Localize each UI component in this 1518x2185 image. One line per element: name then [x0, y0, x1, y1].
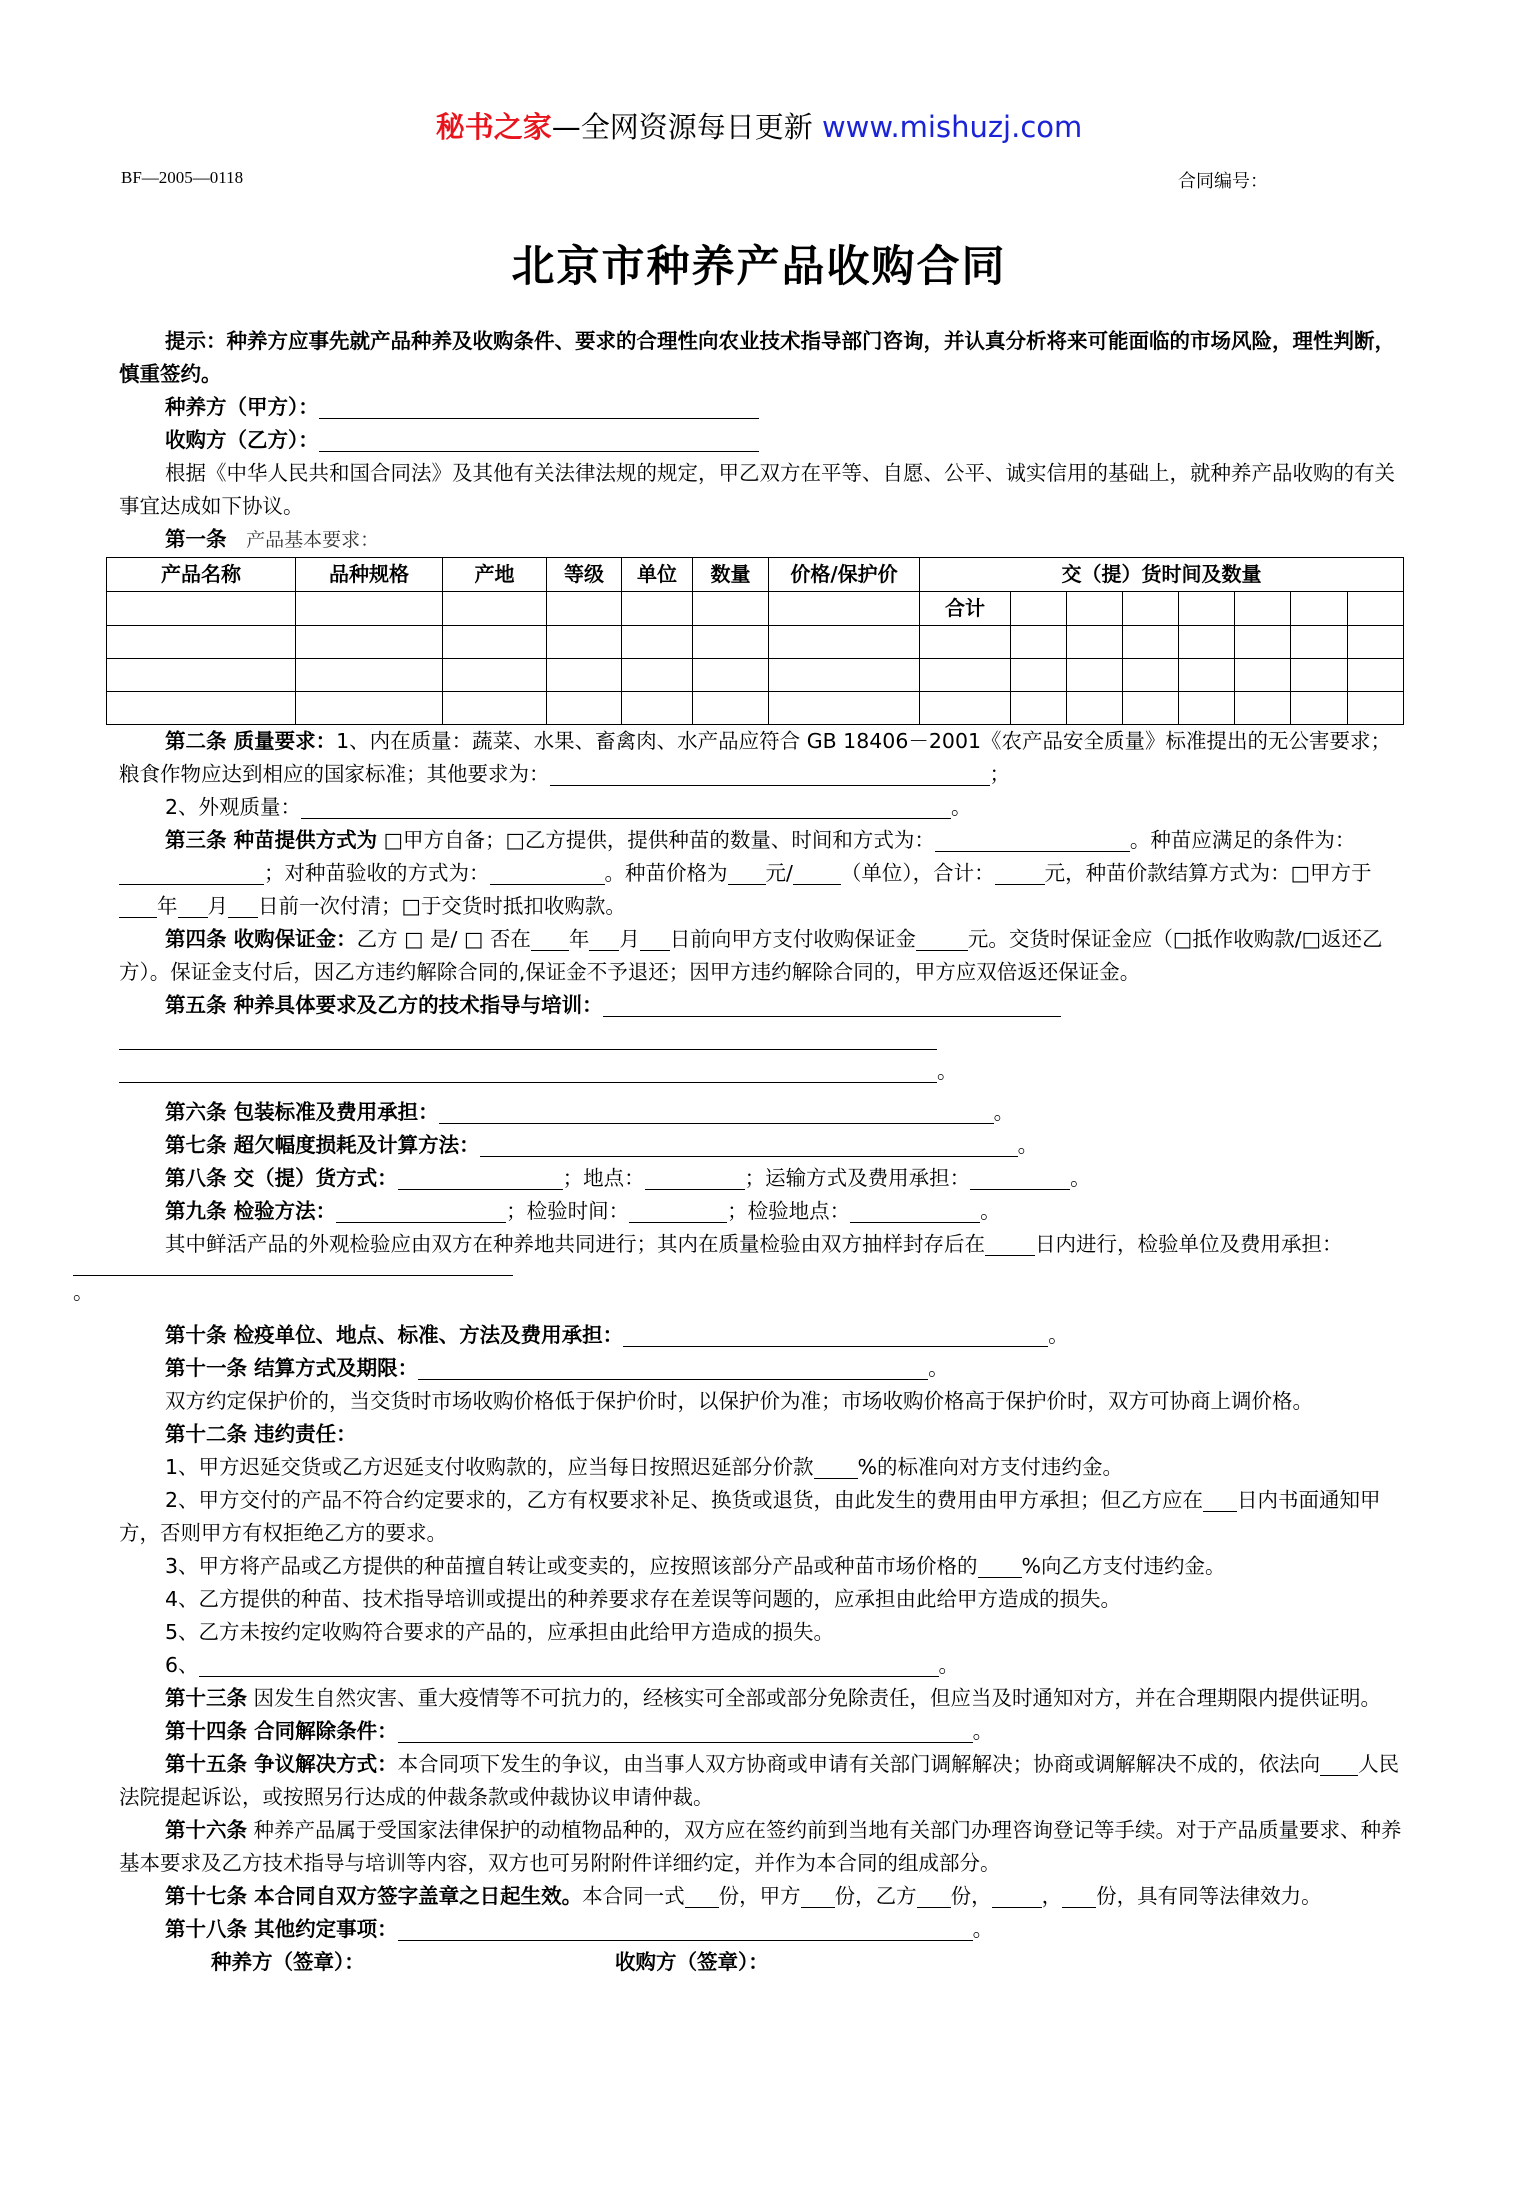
art15-t1: 本合同项下发生的争议，由当事人双方协商或申请有关部门调解解决；协商或调解解决不成的，依法向 — [397, 1752, 1321, 1776]
art14-para — [119, 1715, 1409, 1748]
tech-guidance-field-2[interactable] — [119, 1027, 937, 1050]
art4-t4: 日前向甲方支付收购保证金 — [669, 927, 916, 951]
art12-i2a: 2、甲方交付的产品不符合约定要求的，乙方有权要求补足、换货或退货，由此发生的费用由甲方承担；但乙方应在 — [165, 1488, 1204, 1512]
seedling-inspection-field[interactable] — [490, 862, 605, 885]
art12-head: 第十二条 违约责任： — [165, 1422, 357, 1446]
art12-item3 — [119, 1550, 1409, 1583]
art9-t1: ；检验时间： — [506, 1199, 630, 1223]
art17-para — [119, 1880, 1409, 1913]
product-table — [106, 557, 1404, 725]
termination-field[interactable] — [398, 1720, 973, 1743]
art12-item5: 5、乙方未按约定收购符合要求的产品的，应承担由此给甲方造成的损失。 — [165, 1620, 835, 1644]
party-a-label: 种养方（甲方）： — [165, 395, 319, 419]
quarantine-field[interactable] — [623, 1324, 1048, 1347]
th-origin: 产地 — [443, 558, 547, 592]
art6-head: 第六条 包装标准及费用承担： — [165, 1100, 439, 1124]
art9-p2b: 日内进行，检验单位及费用承担： — [1035, 1232, 1343, 1256]
inspection-unit-field[interactable] — [73, 1255, 513, 1276]
art8-t2: ；运输方式及费用承担： — [744, 1166, 971, 1190]
art5-end: 。 — [937, 1059, 958, 1083]
th-grade: 等级 — [547, 558, 622, 592]
art3-t10: 日前一次付清；□于交货时抵扣收购款。 — [258, 894, 626, 918]
tech-guidance-field-3[interactable] — [119, 1060, 937, 1083]
art15-head: 第十五条 争议解决方式： — [165, 1752, 398, 1776]
art9-p2end: 。 — [73, 1280, 94, 1304]
party-b-field[interactable] — [319, 429, 759, 452]
site-banner — [0, 105, 1518, 146]
art8-t1: ；地点： — [562, 1166, 645, 1190]
art7-para — [119, 1129, 1409, 1162]
art12-i6: 6、 — [165, 1653, 199, 1677]
art10-para — [119, 1319, 1409, 1352]
art6-para — [119, 1096, 1409, 1129]
art9-para2 — [73, 1228, 1409, 1309]
art17-t2: 份，甲方 — [718, 1884, 801, 1908]
preamble-text: 根据《中华人民共和国合同法》及其他有关法律法规的规定，甲乙双方在平等、自愿、公平、诚实信用的基础上，就种养产品收购的有关事宜达成如下协议。 — [119, 461, 1395, 518]
art3-t2: 。种苗应满足的条件为： — [1129, 828, 1356, 852]
art12-i1b: %的标准向对方支付违约金。 — [857, 1455, 1124, 1479]
copies-a-field[interactable] — [801, 1885, 835, 1908]
art17-t1: 本合同一式 — [582, 1884, 685, 1908]
art10-end: 。 — [1048, 1323, 1069, 1347]
art13-para — [119, 1682, 1409, 1715]
table-header-row — [107, 558, 1404, 592]
art1-text: 产品基本要求： — [246, 530, 380, 551]
art17-t5: ， — [1041, 1884, 1063, 1908]
copies-total-field[interactable] — [685, 1885, 719, 1908]
art3-t8: 年 — [157, 894, 178, 918]
notice-days-field[interactable] — [1203, 1489, 1237, 1512]
th-quantity: 数量 — [693, 558, 769, 592]
deposit-day-field[interactable] — [640, 928, 670, 951]
art3-t7: 元，种苗价款结算方式为：□甲方于 — [1044, 861, 1372, 885]
art2-head: 第二条 质量要求： — [165, 729, 337, 753]
th-product-name: 产品名称 — [107, 558, 296, 592]
deposit-year-field[interactable] — [531, 928, 569, 951]
art12-item1 — [119, 1451, 1409, 1484]
other-matters-field[interactable] — [398, 1918, 973, 1941]
art12-i2b: 日内书面通知甲方，否则甲方有权拒绝乙方的要求。 — [119, 1488, 1381, 1545]
art14-end: 。 — [972, 1719, 994, 1743]
art9-p2a: 其中鲜活产品的外观检验应由双方在种养地共同进行；其内在质量检验由双方抽样封存后在 — [165, 1232, 985, 1256]
doc-code: BF—2005—0118 — [121, 168, 244, 187]
art2-other-field[interactable] — [550, 763, 990, 786]
copies-other-field[interactable] — [1062, 1885, 1096, 1908]
art17-head: 第十七条 本合同自双方签字盖章之日起生效。 — [165, 1884, 583, 1908]
art4-t1: 乙方 □ 是/ □ 否在 — [356, 927, 531, 951]
art11-para — [119, 1352, 1409, 1385]
art16-para — [119, 1814, 1409, 1880]
art6-end: 。 — [993, 1100, 1015, 1124]
signature-line — [119, 1946, 1409, 1979]
inspection-time-field[interactable] — [629, 1200, 727, 1223]
inspection-place-field[interactable] — [850, 1200, 980, 1223]
art18-para — [119, 1913, 1409, 1946]
seedling-price-field[interactable] — [728, 862, 766, 885]
art5-head: 第五条 种养具体要求及乙方的技术指导与培训： — [165, 993, 603, 1017]
art14-head: 第十四条 合同解除条件： — [165, 1719, 398, 1743]
art2-para2 — [119, 791, 1409, 824]
art2-text1: 1、内在质量：蔬菜、水果、畜禽肉、水产品应符合 GB 18406－2001《农产品安全质量》标准提出的无公害要求；粮食作物应达到相应的国家标准；其他要求为： — [119, 729, 1392, 786]
art3-t4: 。种苗价格为 — [604, 861, 728, 885]
art1-head: 第一条 — [165, 527, 227, 551]
th-total: 合计 — [920, 592, 1011, 626]
art18-head: 第十八条 其他约定事项： — [165, 1917, 398, 1941]
contract-body — [73, 325, 1409, 1979]
art15-t2: 人民法院提起诉讼，或按照另行达成的仲裁条款或仲裁协议申请仲裁。 — [119, 1752, 1400, 1809]
art12-i1a: 1、甲方迟延交货或乙方迟延支付收购款的，应当每日按照迟延部分价款 — [165, 1455, 814, 1479]
art3-head: 第三条 种苗提供方式为 — [165, 828, 378, 852]
th-spec: 品种规格 — [296, 558, 443, 592]
art7-end: 。 — [1017, 1133, 1039, 1157]
art3-t3: ；对种苗验收的方式为： — [264, 861, 490, 885]
art5-line2 — [119, 1022, 1409, 1055]
th-price: 价格/保护价 — [769, 558, 920, 592]
art9-t2: ；检验地点： — [727, 1199, 851, 1223]
table-row — [107, 592, 1404, 626]
inspection-method-field[interactable] — [336, 1200, 506, 1223]
appearance-quality-field[interactable] — [301, 796, 951, 819]
site-url[interactable]: www.mishuzj.com — [821, 110, 1083, 144]
deposit-month-field[interactable] — [589, 928, 619, 951]
th-delivery: 交（提）货时间及数量 — [920, 558, 1404, 592]
art12-i6end: 。 — [938, 1653, 960, 1677]
th-unit: 单位 — [622, 558, 693, 592]
art5-para — [119, 989, 1409, 1022]
art3-t6: （单位），合计： — [840, 861, 995, 885]
art12-item2 — [119, 1484, 1409, 1550]
art8-para — [119, 1162, 1409, 1195]
art17-t4: 份， — [950, 1884, 992, 1908]
other-liability-field[interactable] — [199, 1654, 939, 1677]
tip-text: 提示：种养方应事先就产品种养及收购条件、要求的合理性向农业技术指导部门咨询，并认真分析将来可能面临的市场风险，理性判断，慎重签约。 — [119, 329, 1395, 386]
packaging-field[interactable] — [439, 1101, 994, 1124]
art4-para — [119, 923, 1409, 989]
settlement-field[interactable] — [418, 1357, 928, 1380]
art12-item4: 4、乙方提供的种苗、技术指导培训或提出的种养要求存在差误等问题的，应承担由此给甲方造成的损失。 — [165, 1587, 1122, 1611]
art11-end: 。 — [928, 1356, 949, 1380]
party-a-field[interactable] — [319, 396, 759, 419]
art8-head: 第八条 交（提）货方式： — [165, 1166, 398, 1190]
art4-head: 第四条 收购保证金： — [165, 927, 357, 951]
art12-i3a: 3、甲方将产品或乙方提供的种苗擅自转让或变卖的，应按照该部分产品或种苗市场价格的 — [165, 1554, 978, 1578]
party-b-line — [119, 424, 1409, 457]
art3-para — [119, 824, 1409, 923]
art5-line3 — [119, 1055, 1409, 1088]
brand-name: 秘书之家 — [435, 110, 552, 144]
sign-party-b: 收购方（签章）： — [615, 1950, 769, 1974]
contract-no-label: 合同编号： — [1178, 171, 1268, 192]
art11-head: 第十一条 结算方式及期限： — [165, 1356, 419, 1380]
art7-head: 第七条 超欠幅度损耗及计算方法： — [165, 1133, 480, 1157]
art4-t5: 元。交货时保证金应（□抵作收购款/□返还乙方）。保证金支付后，因乙方违约解除合同的,保证金不予退还；因甲方违约解除合同的，甲方应双倍返还保证金。 — [119, 927, 1383, 984]
art9-para — [119, 1195, 1409, 1228]
art16-head: 第十六条 — [165, 1818, 247, 1842]
deposit-amount-field[interactable] — [916, 928, 968, 951]
art2-end1: ； — [989, 762, 1010, 786]
table-row — [107, 659, 1404, 692]
art15-para — [119, 1748, 1409, 1814]
art2-end2: 。 — [951, 795, 972, 819]
tech-guidance-field[interactable] — [603, 994, 1061, 1017]
art17-t6: 份，具有同等法律效力。 — [1096, 1884, 1322, 1908]
resale-penalty-field[interactable] — [978, 1555, 1022, 1578]
seedling-supply-field[interactable] — [935, 829, 1130, 852]
delivery-method-field[interactable] — [398, 1167, 563, 1190]
loss-calc-field[interactable] — [480, 1134, 1018, 1157]
art3-t5: 元/ — [765, 861, 793, 885]
art12-item6 — [119, 1649, 1409, 1682]
transport-cost-field[interactable] — [970, 1167, 1070, 1190]
art12-i3b: %向乙方支付违约金。 — [1021, 1554, 1226, 1578]
page-title: 北京市种养产品收购合同 — [511, 242, 1007, 292]
art2-para — [119, 725, 1409, 791]
copies-other-party-field[interactable] — [992, 1885, 1042, 1908]
art13-head: 第十三条 — [165, 1686, 247, 1710]
copies-b-field[interactable] — [917, 1885, 951, 1908]
art11-para2: 双方约定保护价的，当交货时市场收购价格低于保护价时，以保护价为准；市场收购价格高于保护价时，双方可协商上调价格。 — [165, 1389, 1313, 1413]
inspection-days-field[interactable] — [985, 1233, 1035, 1256]
pay-month-field[interactable] — [178, 895, 208, 918]
seedling-unit-field[interactable] — [793, 862, 841, 885]
art1-line — [119, 523, 1409, 557]
table-row — [107, 626, 1404, 659]
art3-t1: □甲方自备；□乙方提供，提供种苗的数量、时间和方式为： — [383, 828, 935, 852]
seedling-condition-field[interactable] — [119, 862, 264, 885]
art4-t2: 年 — [568, 927, 590, 951]
art17-t3: 份，乙方 — [834, 1884, 917, 1908]
court-field[interactable] — [1320, 1753, 1358, 1776]
party-b-label: 收购方（乙方）： — [165, 428, 319, 452]
art9-head: 第九条 检验方法： — [165, 1199, 337, 1223]
table-row — [107, 692, 1404, 725]
art4-t3: 月 — [619, 927, 640, 951]
art10-head: 第十条 检疫单位、地点、标准、方法及费用承担： — [165, 1323, 624, 1347]
art9-end: 。 — [980, 1199, 1001, 1223]
delivery-place-field[interactable] — [645, 1167, 745, 1190]
art8-end: 。 — [1070, 1166, 1091, 1190]
pay-day-field[interactable] — [228, 895, 258, 918]
late-penalty-field[interactable] — [814, 1456, 858, 1479]
art2-text2: 2、外观质量： — [165, 795, 302, 819]
art18-end: 。 — [972, 1917, 994, 1941]
pay-year-field[interactable] — [119, 895, 157, 918]
art16-text: 种养产品属于受国家法律保护的动植物品种的，双方应在签约前到当地有关部门办理咨询登记等手续。对于产品质量要求、种养基本要求及乙方技术指导与培训等内容，双方也可另附附件详细约定，并作为本合同的组成部分。 — [119, 1818, 1402, 1875]
seedling-total-field[interactable] — [995, 862, 1045, 885]
sign-party-a: 种养方（签章）： — [211, 1950, 365, 1974]
art3-t9: 月 — [207, 894, 228, 918]
party-a-line — [119, 391, 1409, 424]
banner-tagline: —全网资源每日更新 — [551, 110, 822, 144]
art13-text: 因发生自然灾害、重大疫情等不可抗力的，经核实可全部或部分免除责任，但应当及时通知对方，并在合理期限内提供证明。 — [247, 1686, 1382, 1710]
